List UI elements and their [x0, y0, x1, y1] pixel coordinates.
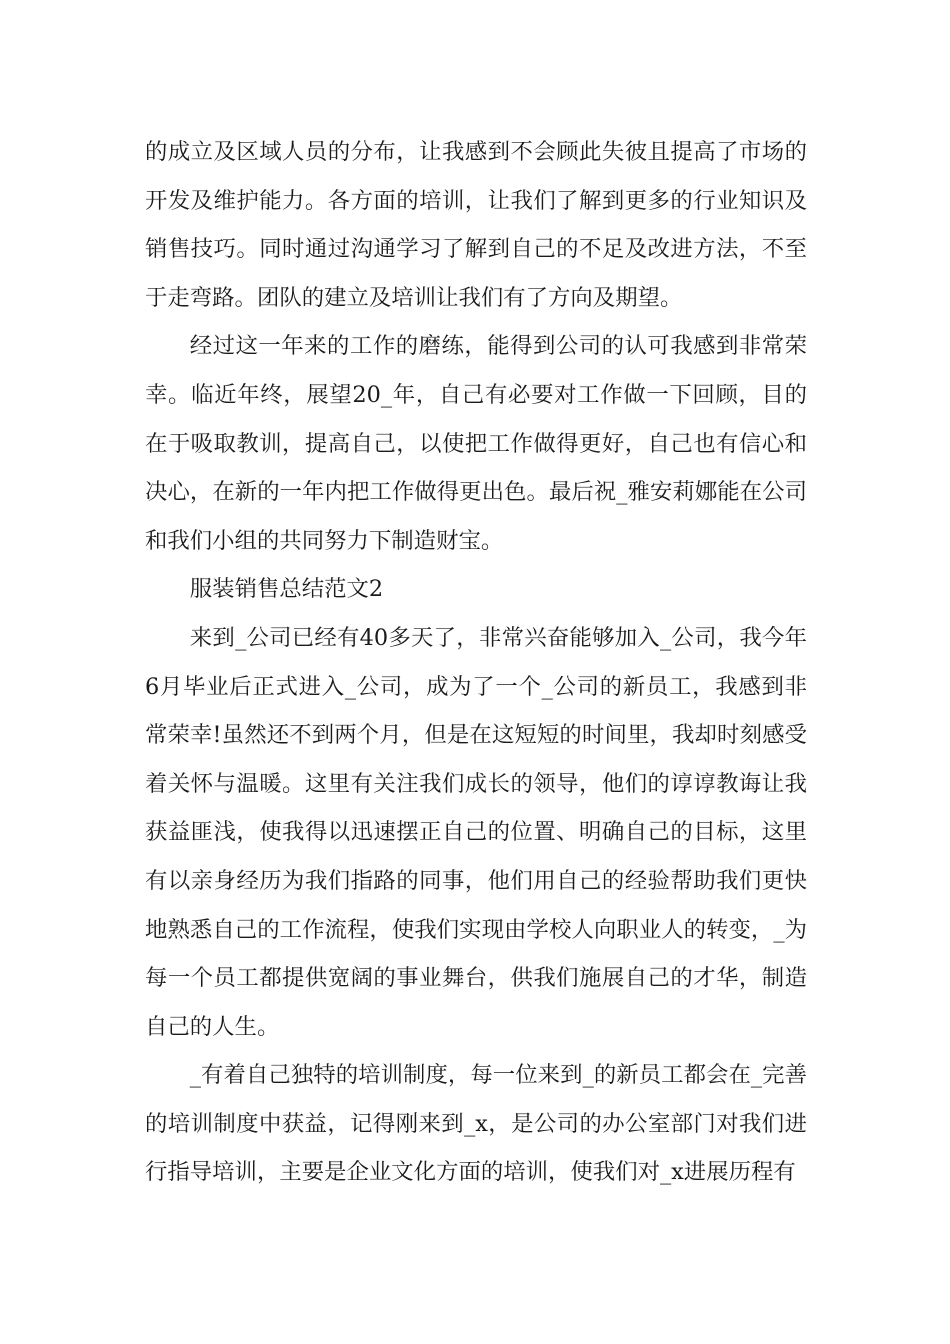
document-body: [145, 128, 807, 1197]
paragraph-year-review: 经过这一年来的工作的磨练，能得到公司的认可我感到非常荣幸。临近年终，展望20_年，自己有必要对工作做一下回顾，目的在于吸取教训，提高自己，以使把工作做得更好，自己也有信心和决心，在新的一年内把工作做得更出色。最后祝_雅安莉娜能在公司和我们小组的共同努力下制造财宝。: [145, 333, 807, 554]
paragraph-joining-company: 来到_公司已经有40多天了，非常兴奋能够加入_公司，我今年6月毕业后正式进入_公司，成为了一个_公司的新员工，我感到非常荣幸!虽然还不到两个月，但是在这短短的时间里，我却时刻感受着关怀与温暖。这里有关注我们成长的领导，他们的谆谆教诲让我获益匪浅，使我得以迅速摆正自己的位置、明确自己的目标，这里有以亲身经历为我们指路的同事，他们用自己的经验帮助我们更快地熟悉自己的工作流程，使我们实现由学校人向职业人的转变，_为每一个员工都提供宽阔的事业舞台，供我们施展自己的才华，制造自己的人生。: [145, 624, 807, 1040]
paragraph-training-system: _有着自己独特的培训制度，每一位来到_的新员工都会在_完善的培训制度中获益，记得刚来到_x，是公司的办公室部门对我们进行指导培训，主要是企业文化方面的培训，使我们对_x进展历程有: [145, 1062, 807, 1186]
paragraph-continuation: 的成立及区域人员的分布，让我感到不会顾此失彼且提高了市场的开发及维护能力。各方面的培训，让我们了解到更多的行业知识及销售技巧。同时通过沟通学习了解到自己的不足及改进方法，不至于走弯路。团队的建立及培训让我们有了方向及期望。: [145, 139, 807, 311]
section-heading: 服装销售总结范文2: [189, 576, 384, 603]
